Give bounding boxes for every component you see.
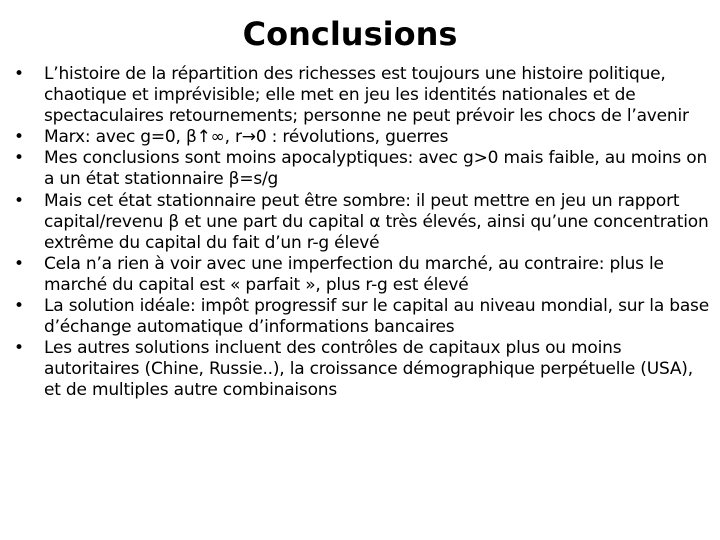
bullet-item: • Les autres solutions incluent des contrôles de capitaux plus ou moins autoritaires (Chine, Russie..), la croissance démographique perpétuelle (USA), et de multiples autre combinaisons (14, 338, 710, 401)
bullet-item: • La solution idéale: impôt progressif sur le capital au niveau mondial, sur la base d’échange automatique d’informations bancaires (14, 296, 710, 338)
bullet-item: • L’histoire de la répartition des richesses est toujours une histoire politique, chaotique et imprévisible; elle met en jeu les identités nationales et de spectaculaires retournements; personne ne peut prévoir les chocs de l’avenir (14, 64, 710, 127)
bullet-list (14, 64, 710, 402)
bullet-item: • Marx: avec g=0, β↑∞, r→0 : révolutions, guerres (14, 127, 710, 148)
bullet-item: • Mes conclusions sont moins apocalyptiques: avec g>0 mais faible, au moins on a un état stationnaire β=s/g (14, 148, 710, 190)
bullet-item: • Mais cet état stationnaire peut être sombre: il peut mettre en jeu un rapport capital/revenu β et une part du capital α très élevés, ainsi qu’une concentration extrême du capital du fait d’un r-g élevé (14, 191, 710, 254)
slide-title: Conclusions (242, 15, 458, 53)
bullet-item: • Cela n’a rien à voir avec une imperfection du marché, au contraire: plus le marché du capital est « parfait », plus r-g est élevé (14, 254, 710, 296)
